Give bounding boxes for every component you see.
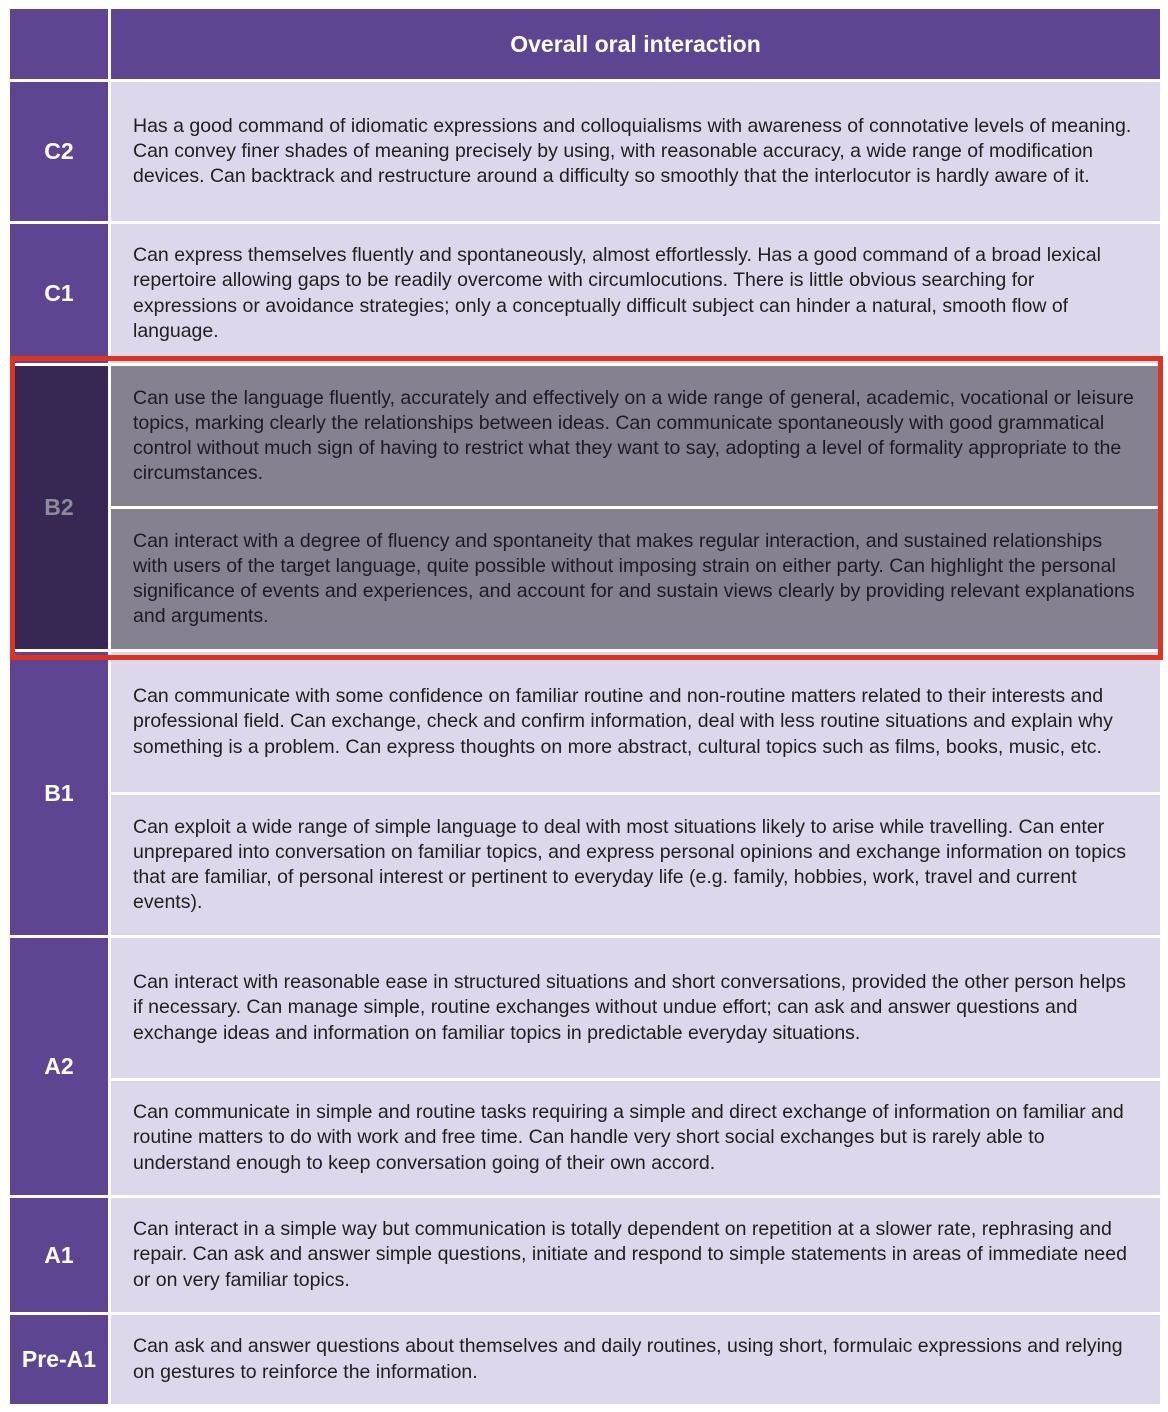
descriptor-text: Can interact in a simple way but communication is totally dependent on repetition at a slower rate, rephrasing and repair. Can ask and answer simple questions, initiate and respond to simple statements in areas of immediate need or on very familiar topics. — [111, 1198, 1160, 1312]
descriptor-group-b2 — [111, 366, 1160, 649]
descriptor-group-b1 — [111, 652, 1160, 935]
descriptor-group-c2 — [111, 82, 1160, 221]
cefr-table — [10, 9, 1161, 1407]
level-label-c1: C1 — [10, 224, 108, 363]
header-level-cell — [10, 9, 108, 79]
descriptor-text: Can interact with reasonable ease in structured situations and short conversations, provided the other person helps if necessary. Can manage simple, routine exchanges without undue effort; can ask and answer questions and exchange ideas and information on familiar topics in predictable everyday situations. — [111, 938, 1160, 1078]
descriptor-text: Has a good command of idiomatic expressions and colloquialisms with awareness of connotative levels of meaning. Can convey finer shades of meaning precisely by using, with reasonable accuracy, a wide range of modification devices. Can backtrack and restructure around a difficulty so smoothly that the interlocutor is hardly aware of it. — [111, 82, 1160, 221]
descriptor-text: Can communicate with some confidence on familiar routine and non-routine matters related to their interests and professional field. Can exchange, check and confirm information, deal with less routine situations and explain why something is a problem. Can express thoughts on more abstract, cultural topics such as films, books, music, etc. — [111, 652, 1160, 792]
descriptor-text: Can exploit a wide range of simple language to deal with most situations likely to arise while travelling. Can enter unprepared into conversation on familiar topics, and express personal opinions and exchange information on topics that are familiar, of personal interest or pertinent to everyday life (e.g. family, hobbies, work, travel and current events). — [111, 795, 1160, 935]
table-title: Overall oral interaction — [111, 9, 1160, 79]
descriptor-text: Can interact with a degree of fluency and spontaneity that makes regular interaction, and sustained relationships with users of the target language, quite possible without imposing strain on either party. Can highlight the personal significance of events and experiences, and account for and sustain views clearly by providing relevant explanations and arguments. — [111, 509, 1160, 649]
descriptor-group-a2 — [111, 938, 1160, 1195]
level-label-b1: B1 — [10, 652, 108, 935]
level-label-pre-a1: Pre-A1 — [10, 1315, 108, 1404]
descriptor-group-c1 — [111, 224, 1160, 363]
level-label-a2: A2 — [10, 938, 108, 1195]
level-label-b2: B2 — [10, 366, 108, 649]
descriptor-text: Can express themselves fluently and spontaneously, almost effortlessly. Has a good command of a broad lexical repertoire allowing gaps to be readily overcome with circumlocutions. There is little obvious searching for expressions or avoidance strategies; only a conceptually difficult subject can hinder a natural, smooth flow of language. — [111, 224, 1160, 363]
descriptor-text: Can communicate in simple and routine tasks requiring a simple and direct exchange of information on familiar and routine matters to do with work and free time. Can handle very short social exchanges but is rarely able to understand enough to keep conversation going of their own accord. — [111, 1081, 1160, 1195]
descriptor-group-pre-a1 — [111, 1315, 1160, 1404]
descriptor-text: Can ask and answer questions about themselves and daily routines, using short, formulaic expressions and relying on gestures to reinforce the information. — [111, 1315, 1160, 1404]
level-label-c2: C2 — [10, 82, 108, 221]
level-label-a1: A1 — [10, 1198, 108, 1312]
descriptor-group-a1 — [111, 1198, 1160, 1312]
descriptor-text: Can use the language fluently, accurately and effectively on a wide range of general, academic, vocational or leisure topics, marking clearly the relationships between ideas. Can communicate spontaneously with good grammatical control without much sign of having to restrict what they want to say, adopting a level of formality appropriate to the circumstances. — [111, 366, 1160, 506]
